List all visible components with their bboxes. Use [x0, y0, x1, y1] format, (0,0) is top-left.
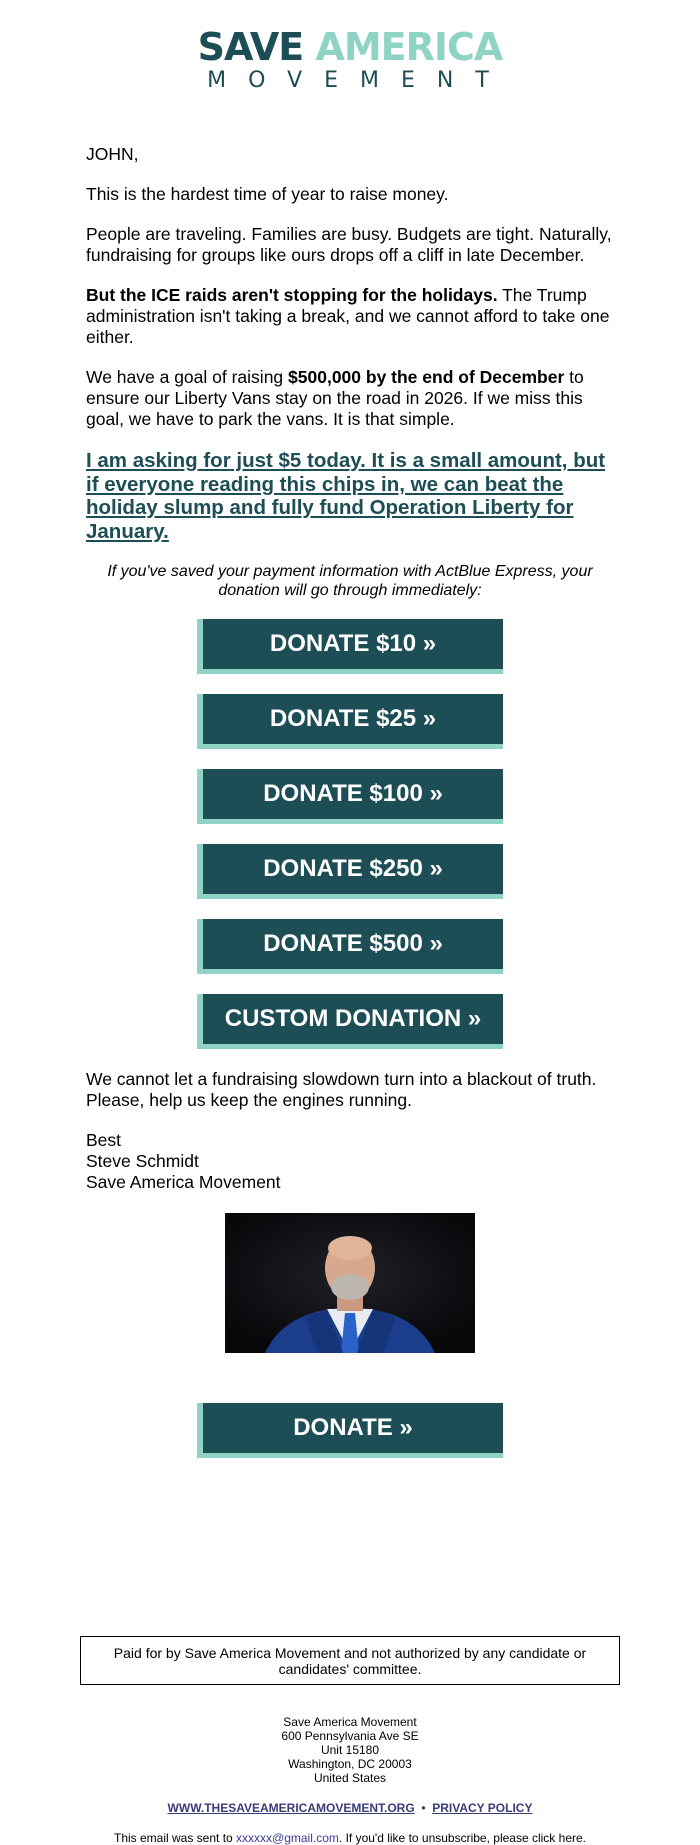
sent-prefix: This email was sent to: [113, 1831, 237, 1845]
logo[interactable]: [0, 0, 700, 112]
address-name: Save America Movement: [283, 1715, 417, 1729]
paragraph-4: [86, 367, 614, 430]
paragraph-2: People are traveling. Families are busy. Budgets are tight. Naturally, fundraising for groups like ours drops off a cliff in late December.: [86, 224, 612, 265]
donate-100-button[interactable]: DONATE $100 »: [197, 769, 503, 824]
letter-body: [0, 144, 700, 600]
donate-25-button[interactable]: DONATE $25 »: [197, 694, 503, 749]
address-city: Washington, DC 20003: [288, 1757, 412, 1771]
logo-save-text: SAVE: [197, 25, 304, 69]
paragraph-1: This is the hardest time of year to raise money.: [86, 184, 449, 204]
portrait-illustration: [225, 1213, 475, 1353]
donate-250-button[interactable]: DONATE $250 »: [197, 844, 503, 899]
address-street: 600 Pennsylvania Ave SE: [281, 1729, 419, 1743]
website-link[interactable]: WWW.THESAVEAMERICAMOVEMENT.ORG: [167, 1801, 415, 1815]
privacy-policy-link[interactable]: PRIVACY POLICY: [432, 1801, 533, 1815]
paragraph-3-bold: But the ICE raids aren't stopping for the holidays.: [86, 285, 498, 305]
donate-button[interactable]: DONATE »: [197, 1403, 503, 1458]
sent-notice: [0, 1831, 700, 1845]
recipient-email[interactable]: xxxxxx@gmail.com: [236, 1831, 339, 1845]
link-separator: •: [421, 1801, 426, 1815]
custom-donation-button[interactable]: CUSTOM DONATION »: [197, 994, 503, 1049]
closing-section: [0, 1069, 700, 1193]
donate-500-button[interactable]: DONATE $500 »: [197, 919, 503, 974]
express-note: If you've saved your payment information with ActBlue Express, your donation will go through immediately:: [107, 563, 593, 599]
paid-for-disclaimer: Paid for by Save America Movement and not authorized by any candidate or candidates' committee.: [80, 1636, 620, 1685]
mailing-address: [0, 1715, 700, 1785]
footer-links: [0, 1801, 700, 1815]
paragraph-3: [86, 285, 614, 348]
paragraph-4-start: We have a goal of raising: [86, 367, 289, 387]
address-unit: Unit 15180: [320, 1743, 380, 1757]
greeting: JOHN,: [86, 144, 139, 164]
paragraph-4-end: to ensure our Liberty Vans stay on the road in 2026. If we miss this goal, we have to park the vans. It is that simple.: [86, 367, 584, 429]
address-country: United States: [313, 1771, 387, 1785]
signer-name: Steve Schmidt: [86, 1151, 199, 1171]
paragraph-3-rest: The Trump administration isn't taking a break, and we cannot afford to take one either.: [86, 285, 610, 347]
logo-movement-text: MOVEMENT: [207, 68, 511, 93]
closing-text: We cannot let a fundraising slowdown turn into a blackout of truth. Please, help us keep the engines running.: [86, 1069, 597, 1110]
paragraph-4-bold: $500,000 by the end of December: [288, 367, 565, 387]
signer-org: Save America Movement: [86, 1172, 281, 1192]
unsubscribe-text[interactable]: . If you'd like to unsubscribe, please click here.: [338, 1831, 586, 1845]
portrait-photo: [225, 1213, 475, 1353]
signoff: Best: [86, 1130, 122, 1150]
donate-10-button[interactable]: DONATE $10 »: [197, 619, 503, 674]
signature: [86, 1130, 614, 1193]
ask-link[interactable]: I am asking for just $5 today. It is a small amount, but if everyone reading this chips in, we can beat the holiday slump and fully fund Operation Liberty for January.: [86, 449, 606, 543]
logo-america-text: AMERICA: [315, 25, 503, 69]
